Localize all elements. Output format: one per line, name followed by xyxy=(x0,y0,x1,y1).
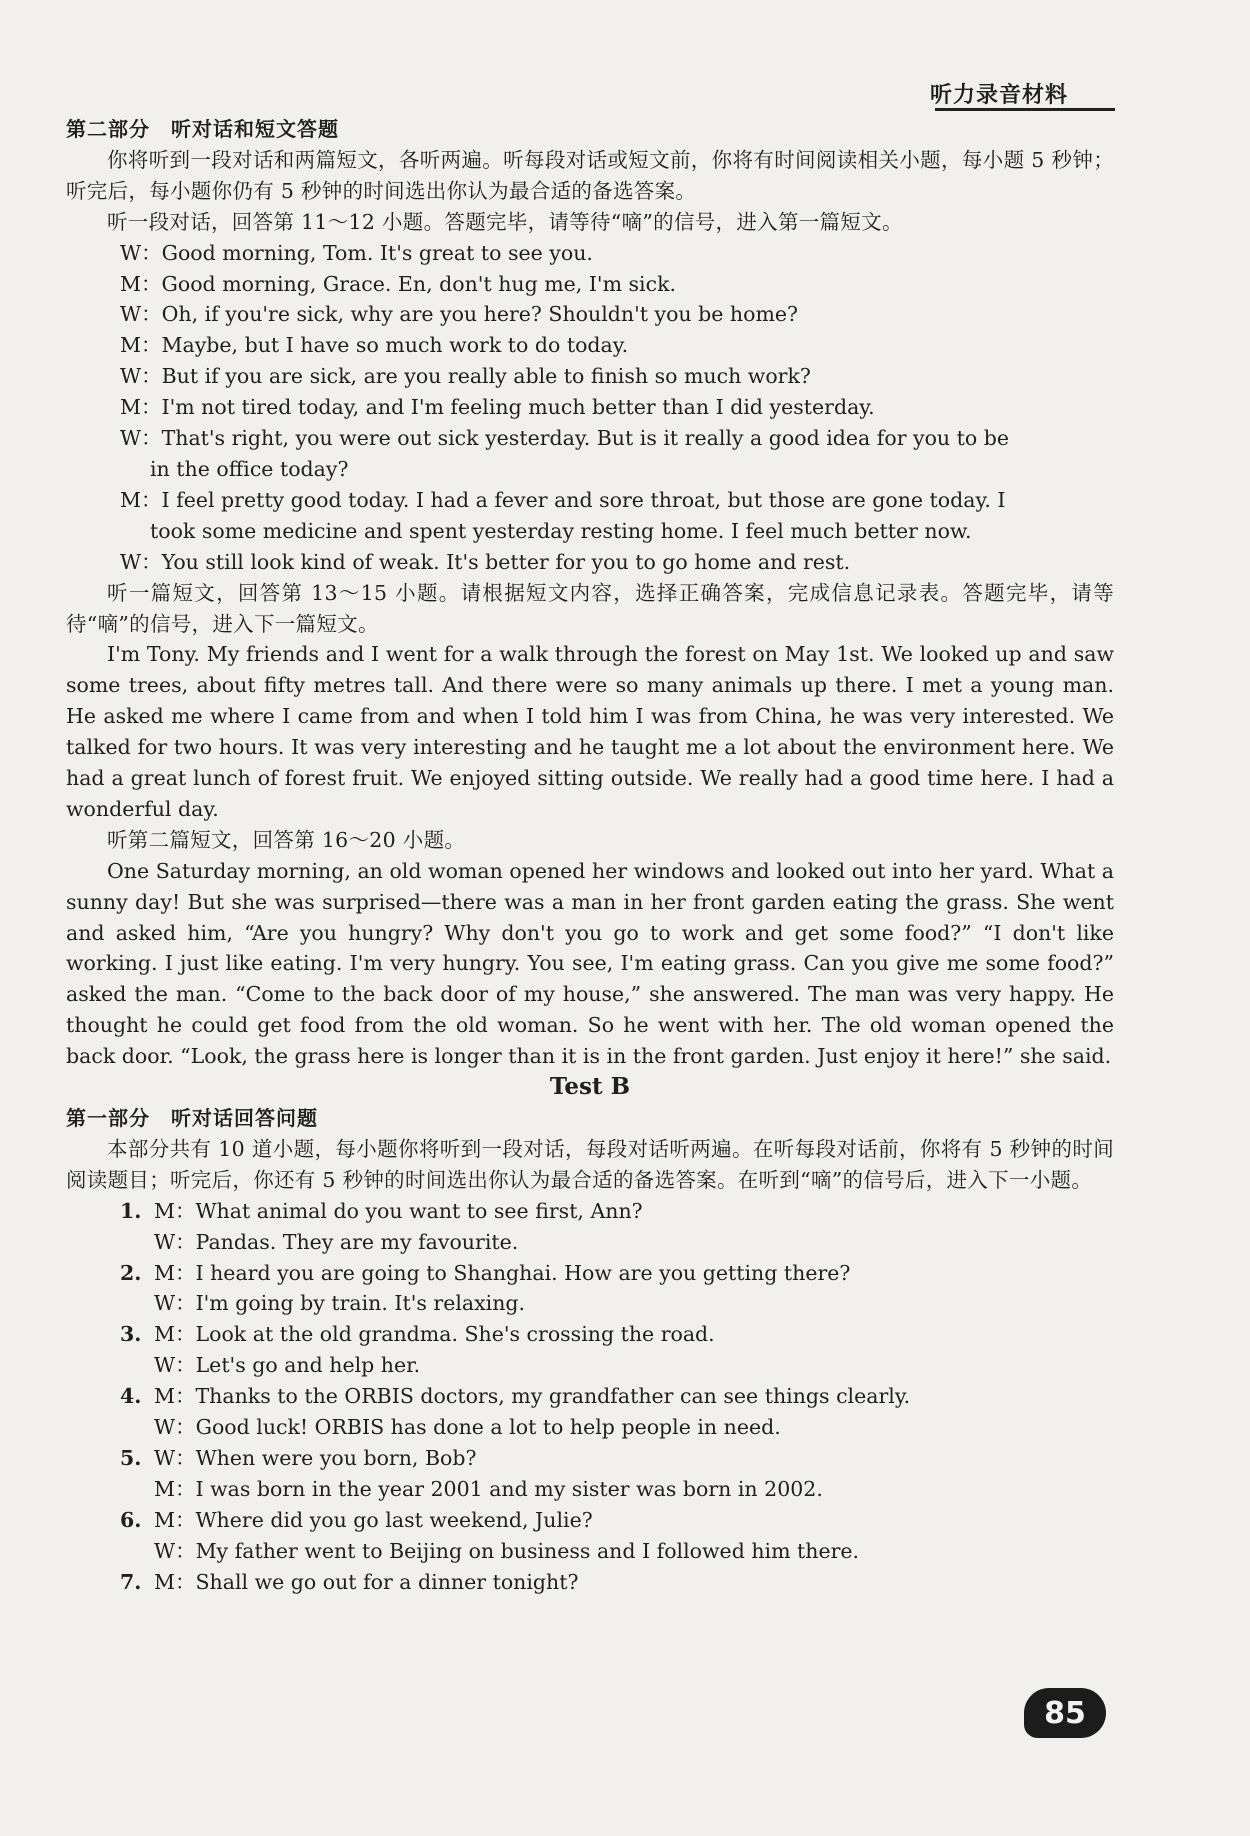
question-line: M：What animal do you want to see first, Ann? xyxy=(154,1198,643,1223)
dialogue-line-part: took some medicine and spent yesterday resting home. I feel much better now. xyxy=(150,518,972,543)
question-number: 6. xyxy=(120,1507,142,1532)
question-item xyxy=(66,1381,1114,1443)
passage-2: One Saturday morning, an old woman opened her windows and looked out into her yard. What a sunny day! But she was surprised—there was a man in her front garden eating the grass. She went and asked him, “Are you hungry? Why don't you go to work and get some food?” “I don't like working. I just like eating. I'm very hungry. You see, I'm eating grass. Can you give me some food?” asked the man. “Come to the back door of my house,” she answered. The man was very happy. He thought he could get food from the old woman. So he went with her. The old woman opened the back door. “Look, the grass here is longer than it is in the front garden. Just enjoy it here!” she said. xyxy=(66,858,1114,1069)
page-content xyxy=(66,114,1114,1598)
dialogue-line: W：But if you are sick, are you really able to finish so much work? xyxy=(120,364,811,389)
part2-instruction-3: 听第二篇短文，回答第 16～20 小题。 xyxy=(107,827,466,852)
question-line: M：Look at the old grandma. She's crossing the road. xyxy=(154,1322,715,1347)
question-item xyxy=(66,1258,1114,1320)
page-number: 85 xyxy=(1044,1695,1086,1731)
header-rule xyxy=(935,108,1115,111)
passage-1: I'm Tony. My friends and I went for a walk through the forest on May 1st. We looked up and saw some trees, about fifty metres tall. And there were so many animals up there. I met a young man. He asked me where I came from and when I told him I was from China, he was very interested. We talked for two hours. It was very interesting and he taught me a lot about the environment here. We had a great lunch of forest fruit. We enjoyed sitting outside. We really had a good time here. I had a wonderful day. xyxy=(66,642,1114,821)
test-b-title: Test B xyxy=(549,1073,631,1101)
question-line: W：Pandas. They are my favourite. xyxy=(154,1229,519,1254)
part2-instruction-1: 听一段对话，回答第 11～12 小题。答题完毕，请等待“嘀”的信号，进入第一篇短文。 xyxy=(107,209,903,234)
question-line: W：My father went to Beijing on business and I followed him there. xyxy=(154,1538,860,1563)
question-line: W：When were you born, Bob? xyxy=(154,1445,477,1470)
question-item xyxy=(66,1567,1114,1598)
dialogue-line: W：Good morning, Tom. It's great to see you. xyxy=(120,240,593,265)
dialogue-line: W：Oh, if you're sick, why are you here? Shouldn't you be home? xyxy=(120,302,799,327)
question-line: M：I was born in the year 2001 and my sister was born in 2002. xyxy=(154,1476,823,1501)
part2-intro: 你将听到一段对话和两篇短文，各听两遍。听每段对话或短文前，你将有时间阅读相关小题，每小题 5 秒钟；听完后，每小题你仍有 5 秒钟的时间选出你认为最合适的备选答案。 xyxy=(66,147,1114,203)
question-line: M：Thanks to the ORBIS doctors, my grandfather can see things clearly. xyxy=(154,1384,911,1409)
dialogue-line-part: in the office today? xyxy=(150,456,349,481)
dialogue-line: M：Maybe, but I have so much work to do today. xyxy=(120,333,629,358)
page-number-badge xyxy=(1024,1688,1106,1738)
test-b-intro: 本部分共有 10 道小题，每小题你将听到一段对话，每段对话听两遍。在听每段对话前，你将有 5 秒钟的时间阅读题目；听完后，你还有 5 秒钟的时间选出你认为最合适的备选答案。在听到“嘀”的信号后，进入下一小题。 xyxy=(66,1136,1114,1192)
question-number: 2. xyxy=(120,1260,142,1285)
dialogue-line: M：I'm not tired today, and I'm feeling much better than I did yesterday. xyxy=(120,395,875,420)
question-line: M：Where did you go last weekend, Julie? xyxy=(154,1507,593,1532)
dialogue-line: M：Good morning, Grace. En, don't hug me, I'm sick. xyxy=(120,271,677,296)
question-number: 1. xyxy=(120,1198,142,1223)
question-item xyxy=(66,1196,1114,1258)
question-number: 5. xyxy=(120,1445,142,1470)
question-number: 3. xyxy=(120,1322,142,1347)
question-line: M：Shall we go out for a dinner tonight? xyxy=(154,1569,579,1594)
question-number: 4. xyxy=(120,1384,142,1409)
question-line: M：I heard you are going to Shanghai. How are you getting there? xyxy=(154,1260,851,1285)
test-b-part1-title: 第一部分 听对话回答问题 xyxy=(66,1106,318,1130)
dialogue-line xyxy=(66,423,1114,485)
part2-title: 第二部分 听对话和短文答题 xyxy=(66,117,339,141)
question-item xyxy=(66,1505,1114,1567)
dialogue-line: W：You still look kind of weak. It's better for you to go home and rest. xyxy=(120,549,851,574)
question-item xyxy=(66,1319,1114,1381)
question-number: 7. xyxy=(120,1569,142,1594)
question-line: W：Good luck! ORBIS has done a lot to help people in need. xyxy=(154,1415,781,1440)
dialogue-line xyxy=(66,485,1114,547)
dialogue-line-part: W：That's right, you were out sick yesterday. But is it really a good idea for you to be xyxy=(120,426,1009,451)
running-header: 听力录音材料 xyxy=(930,83,1069,108)
part2-instruction-2: 听一篇短文，回答第 13～15 小题。请根据短文内容，选择正确答案，完成信息记录表。答题完毕，请等待“嘀”的信号，进入下一篇短文。 xyxy=(66,580,1114,636)
question-item xyxy=(66,1443,1114,1505)
dialogue-line-part: M：I feel pretty good today. I had a fever and sore throat, but those are gone today. I xyxy=(120,487,1006,512)
question-line: W：I'm going by train. It's relaxing. xyxy=(154,1291,526,1316)
question-line: W：Let's go and help her. xyxy=(154,1353,421,1378)
